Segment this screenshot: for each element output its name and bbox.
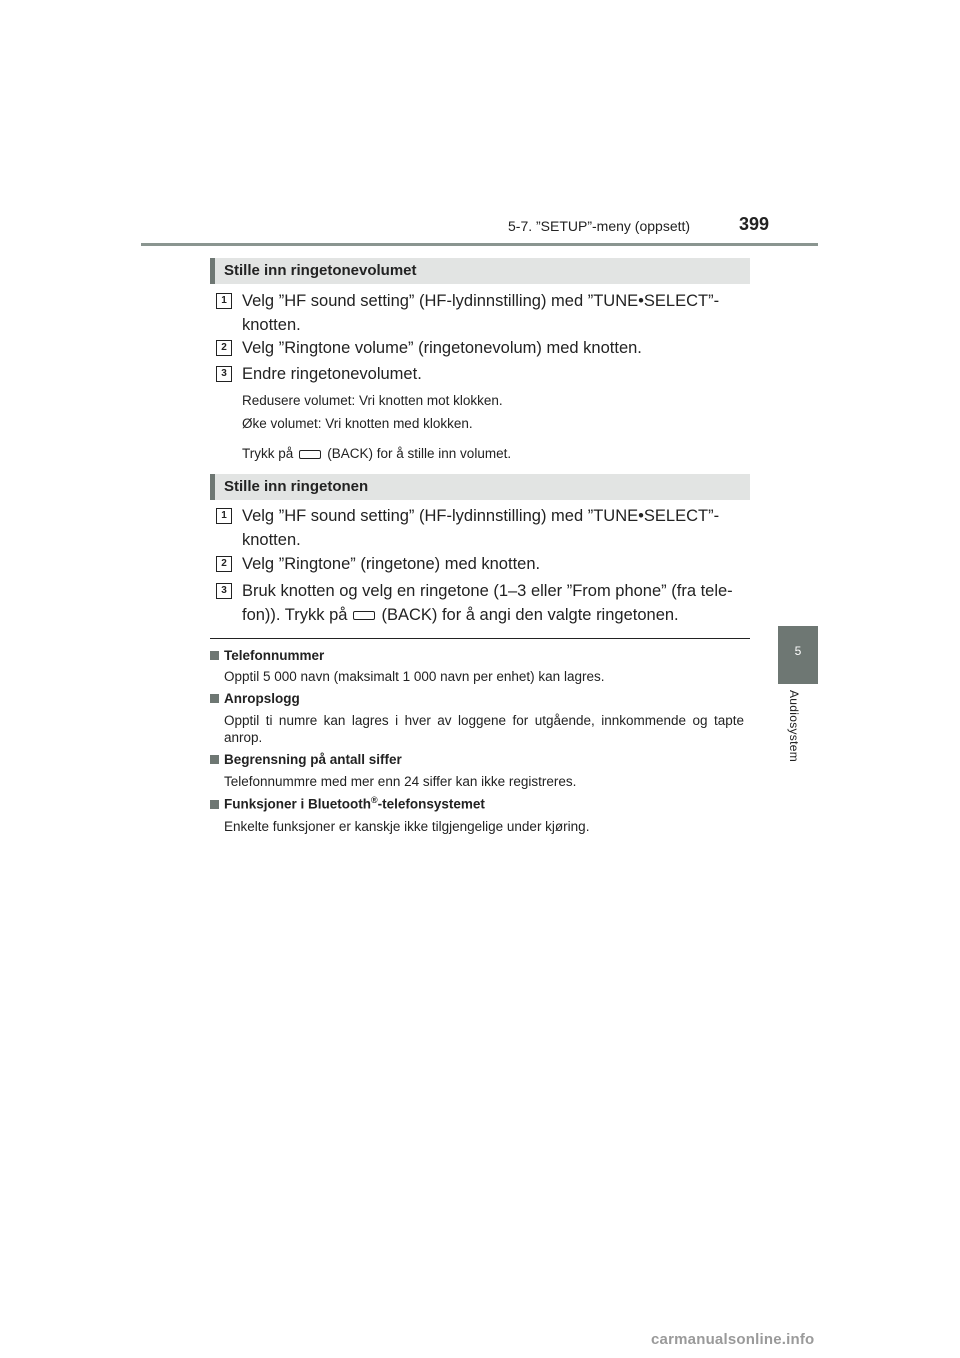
step-text-continued: knotten. — [242, 531, 301, 549]
step-number: 1 — [216, 293, 232, 309]
header-section-title: 5-7. ”SETUP”-meny (oppsett) — [508, 218, 691, 234]
note-text: Opptil ti numre kan lagres i hver av loggene for utgående, innkommende og tapte anrop. — [224, 713, 744, 745]
note-title-pre: Funksjoner i Bluetooth — [224, 796, 371, 812]
sub-instruction-post: (BACK) for å stille inn volumet. — [327, 446, 512, 461]
square-bullet-icon — [210, 800, 219, 809]
step-text-continued: knotten. — [242, 316, 301, 334]
note-title-post: -telefonsystemet — [377, 796, 485, 812]
registered-mark: ® — [371, 795, 378, 805]
note-heading — [210, 691, 300, 706]
step-number: 2 — [216, 340, 232, 356]
sub-instruction — [242, 446, 511, 461]
note-title: Telefonnummer — [224, 648, 325, 663]
square-bullet-icon — [210, 694, 219, 703]
square-bullet-icon — [210, 651, 219, 660]
section-heading-ringtone — [210, 474, 750, 500]
note-text: Enkelte funksjoner er kanskje ikke tilgjengelige under kjøring. — [224, 819, 590, 834]
note-text: Telefonnummre med mer enn 24 siffer kan ikke registreres. — [224, 774, 577, 789]
page-number: 399 — [739, 214, 770, 234]
header-rule — [141, 243, 818, 246]
chapter-label: Audiosystem — [787, 690, 801, 762]
step-number: 2 — [216, 556, 232, 572]
back-button-icon — [299, 450, 321, 459]
step-text: Endre ringetonevolumet. — [242, 365, 422, 383]
chapter-tab: 5 — [778, 626, 818, 684]
sub-instruction: Redusere volumet: Vri knotten mot klokken. — [242, 393, 503, 408]
step-text: Bruk knotten og velg en ringetone (1–3 eller ”From phone” (fra tele- — [242, 582, 733, 600]
step-text: Velg ”Ringtone” (ringetone) med knotten. — [242, 555, 541, 573]
sub-instruction: Øke volumet: Vri knotten med klokken. — [242, 416, 473, 431]
section-heading-ringtone-volume — [210, 258, 750, 284]
step-number: 3 — [216, 583, 232, 599]
watermark: carmanualsonline.info — [651, 1331, 815, 1348]
back-button-icon — [353, 611, 375, 620]
sub-instruction-pre: Trykk på — [242, 446, 294, 461]
step-text: Velg ”Ringtone volume” (ringetonevolum) med knotten. — [242, 339, 642, 357]
note-heading — [210, 795, 485, 812]
square-bullet-icon — [210, 755, 219, 764]
note-text: Opptil 5 000 navn (maksimalt 1 000 navn per enhet) kan lagres. — [224, 669, 605, 684]
heading-bar — [210, 258, 215, 284]
section-title: Stille inn ringetonen — [224, 478, 369, 495]
step-text-continued — [242, 603, 750, 627]
note-heading — [210, 752, 402, 767]
step-text-post: (BACK) for å angi den valgte ringetonen. — [381, 606, 679, 624]
note-heading — [210, 648, 324, 663]
step-text-pre: fon)). Trykk på — [242, 606, 348, 624]
section-title: Stille inn ringetonevolumet — [224, 262, 417, 279]
note-title: Begrensning på antall siffer — [224, 752, 402, 767]
step-text: Velg ”HF sound setting” (HF-lydinnstilling) med ”TUNE•SELECT”- — [242, 292, 720, 310]
step-number: 1 — [216, 508, 232, 524]
heading-bar — [210, 474, 215, 500]
notes-divider — [210, 638, 750, 639]
note-title: Anropslogg — [224, 691, 300, 706]
step-text: Velg ”HF sound setting” (HF-lydinnstilling) med ”TUNE•SELECT”- — [242, 507, 720, 525]
step-number: 3 — [216, 366, 232, 382]
